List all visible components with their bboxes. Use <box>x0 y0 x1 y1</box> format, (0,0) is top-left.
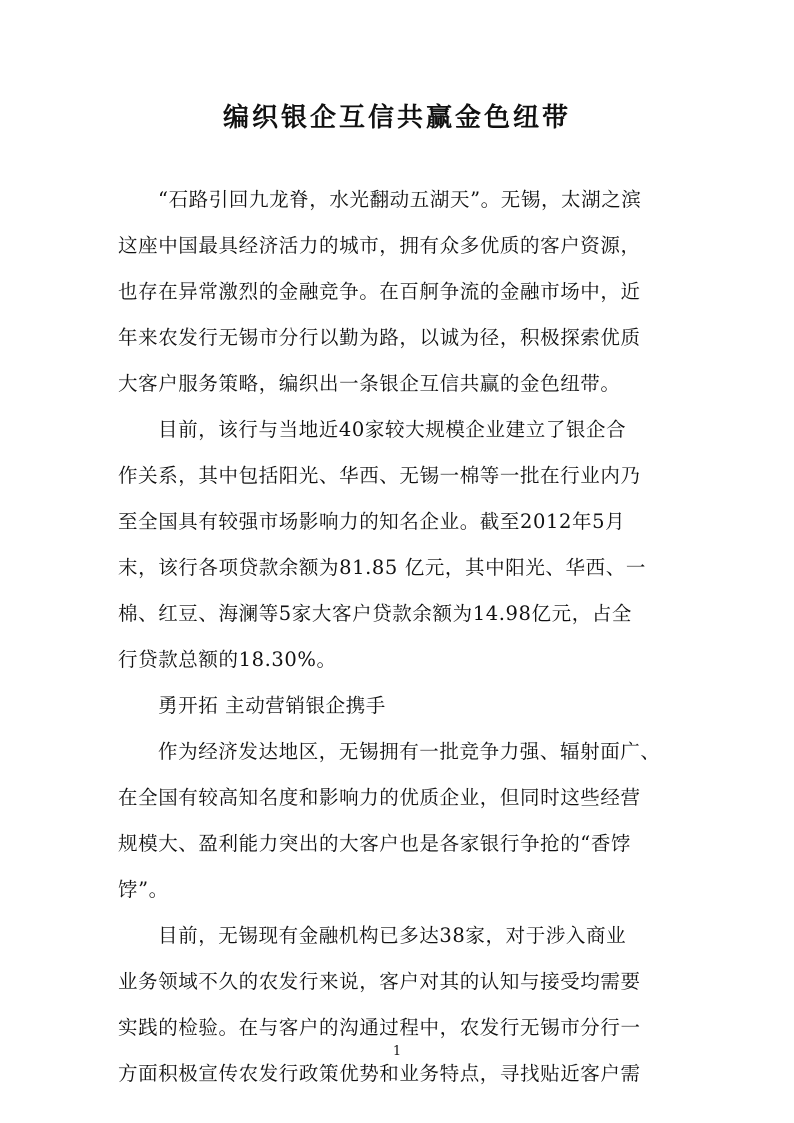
section-heading: 勇开拓 主动营销银企携手 <box>158 694 386 717</box>
body-line: 这座中国最具经济活力的城市，拥有众多优质的客户资源， <box>118 234 641 257</box>
body-line: 棉、红豆、海澜等5家大客户贷款余额为14.98亿元，占全 <box>118 602 633 625</box>
body-line: 在全国有较高知名度和影响力的优质企业，但同时这些经营 <box>118 786 641 809</box>
body-line: 目前，无锡现有金融机构已多达38家，对于涉入商业 <box>158 924 627 947</box>
body-line: 目前，该行与当地近40家较大规模企业建立了银企合 <box>158 418 627 441</box>
body-line: 饽”。 <box>118 878 169 901</box>
body-line: 年来农发行无锡市分行以勤为路，以诚为径，积极探索优质 <box>118 326 641 349</box>
document-body <box>118 177 680 1097</box>
body-line: 规模大、盈利能力突出的大客户也是各家银行争抢的“香饽 <box>118 832 632 855</box>
body-line: 作为经济发达地区，无锡拥有一批竞争力强、辐射面广、 <box>158 740 661 763</box>
body-line: “石路引回九龙脊，水光翻动五湖天”。无锡，太湖之滨 <box>158 188 642 211</box>
body-line: 末，该行各项贷款余额为81.85 亿元，其中阳光、华西、一 <box>118 556 646 579</box>
body-line: 实践的检验。在与客户的沟通过程中，农发行无锡市分行一 <box>118 1016 641 1039</box>
body-line: 业务领域不久的农发行来说，客户对其的认知与接受均需要 <box>118 970 641 993</box>
document-title: 编织银企互信共赢金色纽带 <box>222 103 571 133</box>
body-line: 方面积极宣传农发行政策优势和业务特点，寻找贴近客户需 <box>118 1062 641 1085</box>
body-line: 也存在异常激烈的金融竞争。在百舸争流的金融市场中，近 <box>118 280 641 303</box>
body-line: 作关系，其中包括阳光、华西、无锡一棉等一批在行业内乃 <box>118 464 641 487</box>
page-number: 1 <box>392 1044 402 1059</box>
body-line: 至全国具有较强市场影响力的知名企业。截至2012年5月 <box>118 510 626 533</box>
body-line: 行贷款总额的18.30%。 <box>118 648 337 671</box>
body-line: 大客户服务策略，编织出一条银企互信共赢的金色纽带。 <box>118 372 621 395</box>
